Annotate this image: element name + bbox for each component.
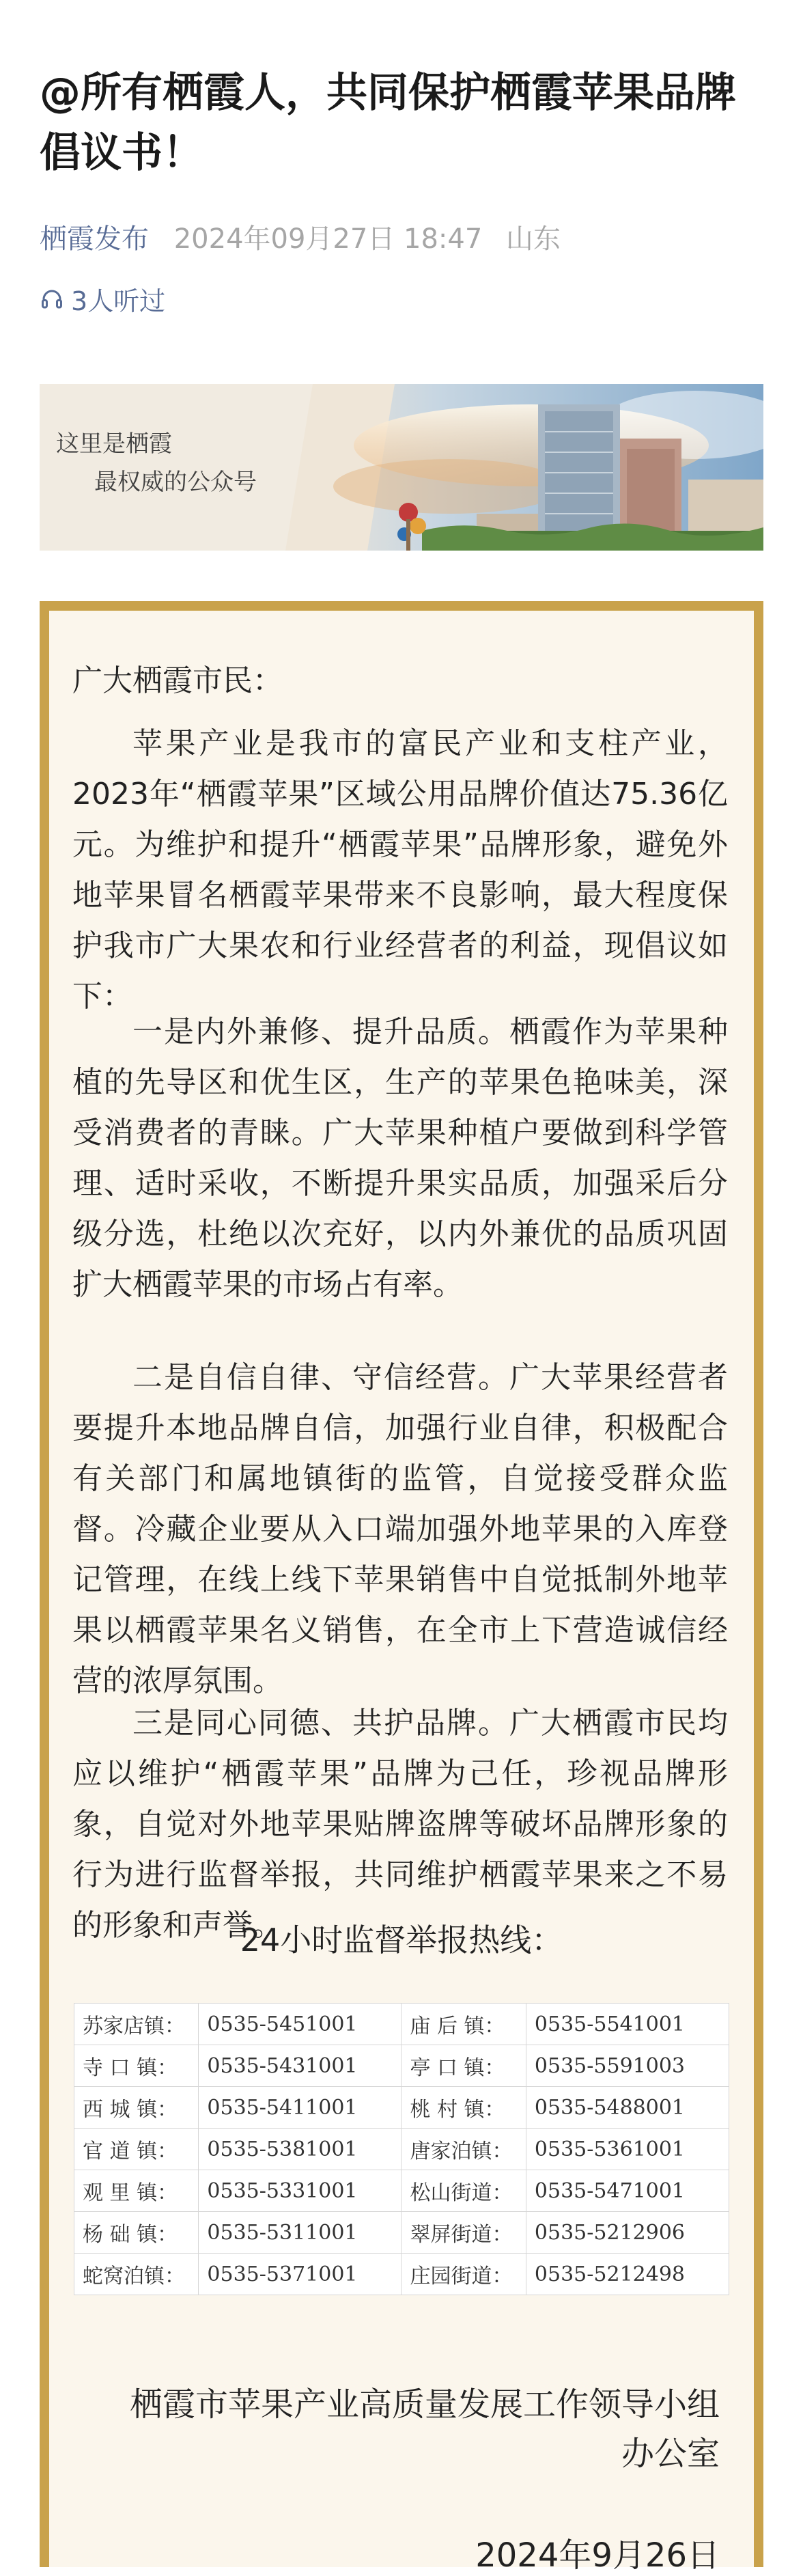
table-row: [74, 2170, 729, 2212]
table-row: [74, 2212, 729, 2254]
paragraph-brand: 三是同心同德、共护品牌。广大栖霞市民均应以维护“栖霞苹果”品牌为己任，珍视品牌形象，自觉对外地苹果贴牌盗牌等破坏品牌形象的行为进行监督举报，共同维护栖霞苹果来之不易的形象和声誉。: [72, 1706, 728, 1943]
town-name: 杨 础 镇：: [74, 2212, 199, 2254]
paragraph-intro: 苹果产业是我市的富民产业和支柱产业，2023年“栖霞苹果”区域公用品牌价值达75.36亿元。为维护和提升“栖霞苹果”品牌形象，避免外地苹果冒名栖霞苹果带来不良影响，最大程度保护我市广大果农和行业经营者的利益，现倡议如下：: [72, 726, 728, 1014]
phone-number: 0535-5371001: [199, 2254, 402, 2295]
town-name: 松山街道：: [402, 2170, 526, 2212]
town-name: 官 道 镇：: [74, 2129, 199, 2170]
account-name-link[interactable]: 栖霞发布: [40, 223, 149, 255]
town-name: 庙 后 镇：: [402, 2004, 526, 2045]
table-row: [74, 2004, 729, 2045]
phone-number: 0535-5411001: [199, 2087, 402, 2129]
town-name: 蛇窝泊镇：: [74, 2254, 199, 2295]
phone-number: 0535-5361001: [526, 2129, 729, 2170]
signature-date: 2024年9月26日: [475, 2536, 720, 2575]
publish-location: 山东: [506, 223, 561, 255]
article-title: @所有栖霞人，共同保护栖霞苹果品牌倡议书！: [40, 69, 736, 177]
paragraph-quality: 一是内外兼修、提升品质。栖霞作为苹果种植的先导区和优生区，生产的苹果色艳味美，深受消费者的青睐。广大苹果种植户要做到科学管理、适时采收，不断提升果实品质，加强采后分级分选，杜绝以次充好，以内外兼优的品质巩固扩大栖霞苹果的市场占有率。: [72, 1014, 728, 1302]
paragraph-integrity: 二是自信自律、守信经营。广大苹果经营者要提升本地品牌自信，加强行业自律，积极配合有关部门和属地镇街的监管，自觉接受群众监督。冷藏企业要从入口端加强外地苹果的入库登记管理，在线上线下苹果销售中自觉抵制外地苹果以栖霞苹果名义销售，在全市上下营造诚信经营的浓厚氛围。: [72, 1360, 728, 1698]
header-banner: [40, 384, 763, 551]
publish-date: 2024年09月27日 18:47: [173, 223, 483, 255]
phone-number: 0535-5431001: [199, 2045, 402, 2087]
town-name: 桃 村 镇：: [402, 2087, 526, 2129]
phone-number: 0535-5331001: [199, 2170, 402, 2212]
town-name: 庄园街道：: [402, 2254, 526, 2295]
phone-number: 0535-5212906: [526, 2212, 729, 2254]
town-name: 唐家泊镇：: [402, 2129, 526, 2170]
phone-number: 0535-5488001: [526, 2087, 729, 2129]
table-row: [74, 2129, 729, 2170]
article-meta: [40, 217, 561, 256]
phone-number: 0535-5381001: [199, 2129, 402, 2170]
town-name: 西 城 镇：: [74, 2087, 199, 2129]
hotline-table: [74, 2003, 729, 2295]
hotline-title: 24小时监督举报热线：: [240, 1922, 563, 1958]
proposal-document: [40, 601, 763, 2575]
banner-line-2: 最权威的公众号: [94, 469, 257, 496]
signature-organization: 栖霞市苹果产业高质量发展工作领导小组办公室: [129, 2385, 720, 2473]
town-name: 观 里 镇：: [74, 2170, 199, 2212]
phone-number: 0535-5311001: [199, 2212, 402, 2254]
headphones-icon: [40, 287, 64, 311]
phone-number: 0535-5591003: [526, 2045, 729, 2087]
listen-count-label: 3人听过: [71, 286, 166, 316]
phone-number: 0535-5471001: [526, 2170, 729, 2212]
phone-number: 0535-5541001: [526, 2004, 729, 2045]
town-name: 亭 口 镇：: [402, 2045, 526, 2087]
phone-number: 0535-5451001: [199, 2004, 402, 2045]
table-row: [74, 2087, 729, 2129]
greeting: 广大栖霞市民：: [72, 663, 283, 698]
table-row: [74, 2254, 729, 2295]
town-name: 苏家店镇：: [74, 2004, 199, 2045]
town-name: 翠屏街道：: [402, 2212, 526, 2254]
phone-number: 0535-5212498: [526, 2254, 729, 2295]
town-name: 寺 口 镇：: [74, 2045, 199, 2087]
listen-count-button[interactable]: [40, 280, 165, 318]
banner-line-1: 这里是栖霞: [56, 430, 172, 458]
banner-slogan: [56, 425, 257, 501]
table-row: [74, 2045, 729, 2087]
